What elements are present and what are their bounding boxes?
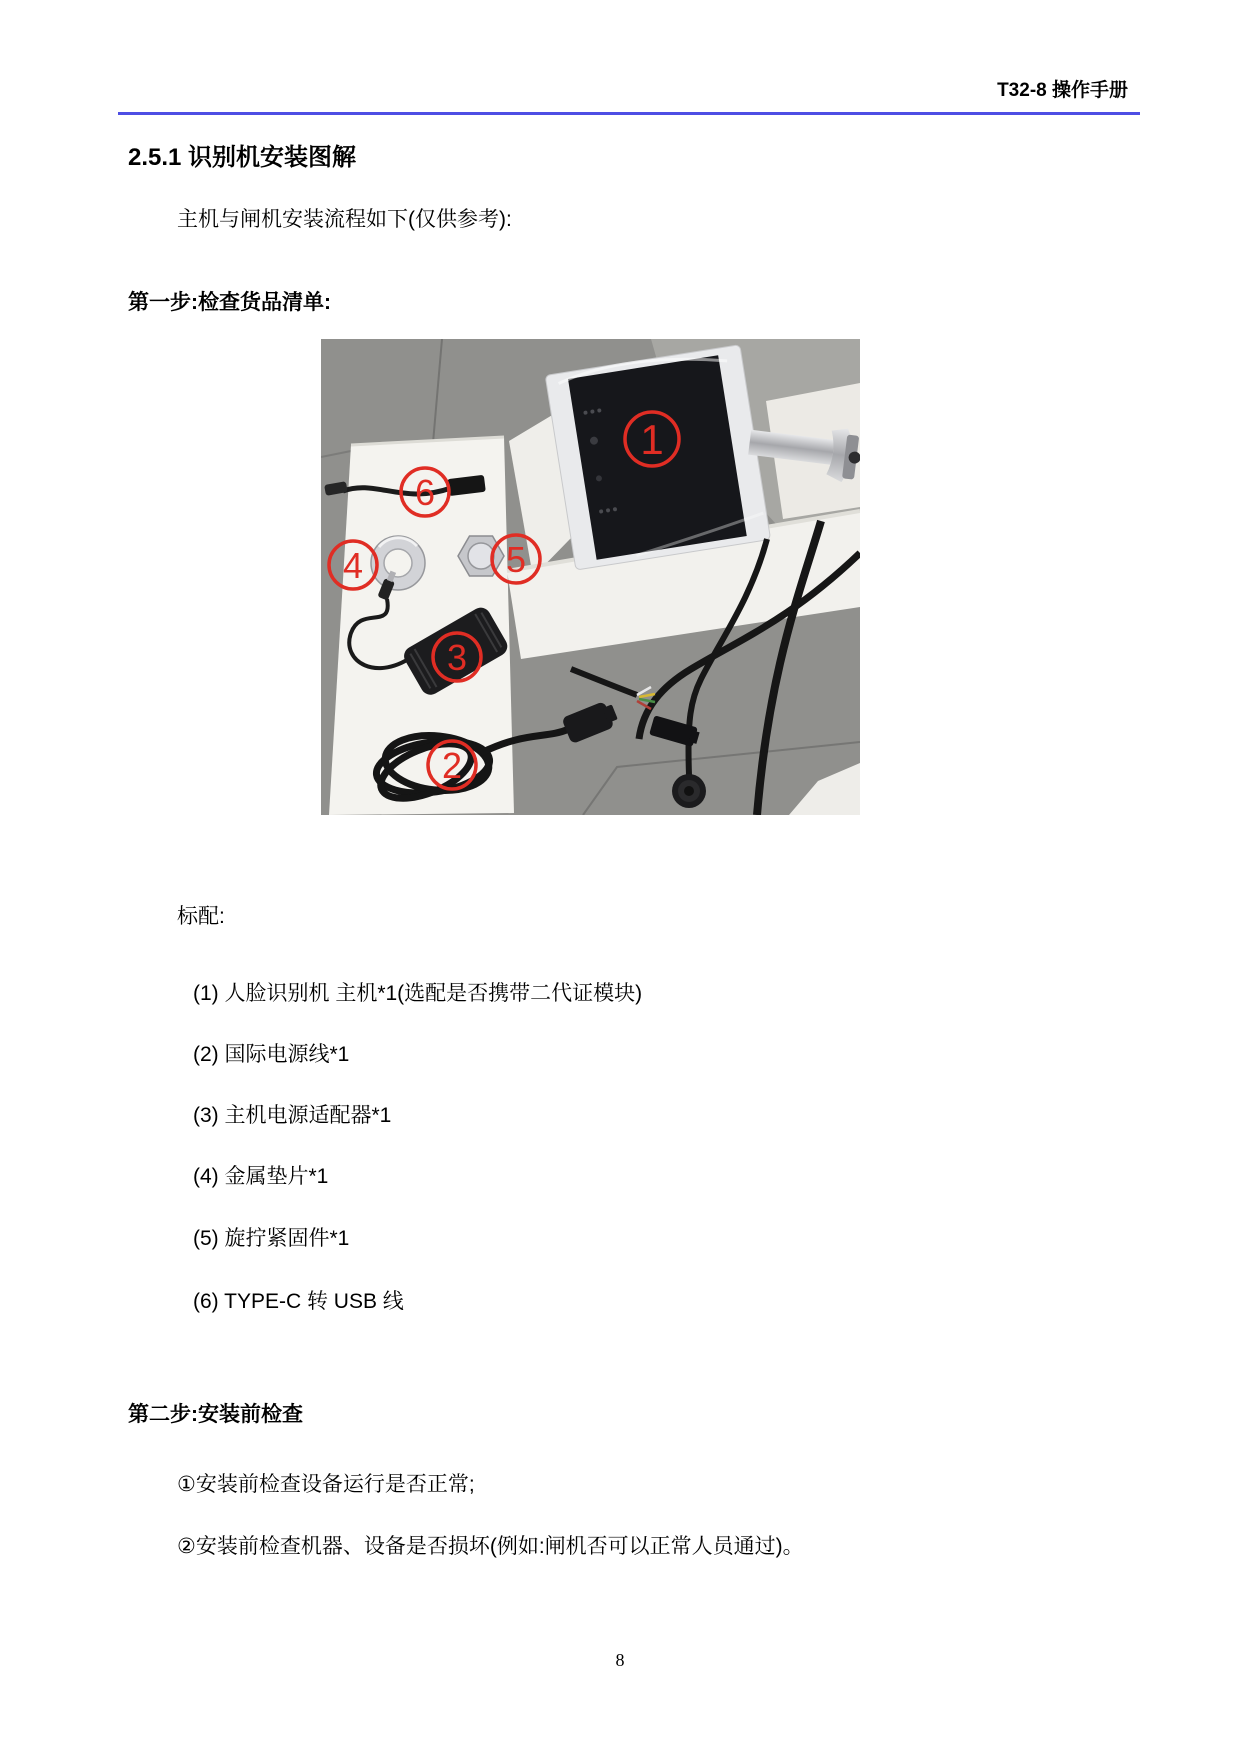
callout-number-6: 6 xyxy=(414,471,436,513)
metal-washer xyxy=(371,536,425,590)
step2-title: 第二步:安装前检查 xyxy=(128,1403,303,1426)
packing-list-item-2: (2) 国际电源线*1 xyxy=(193,1043,350,1066)
packing-list-item-1: (1) 人脸识别机 主机*1(选配是否携带二代证模块) xyxy=(193,982,643,1005)
packing-list-item-4: (4) 金属垫片*1 xyxy=(193,1165,329,1188)
page-number: 8 xyxy=(615,1650,625,1670)
section-title: 2.5.1 识别机安装图解 xyxy=(128,144,357,171)
callout-number-3: 3 xyxy=(446,636,468,678)
callout-number-5: 5 xyxy=(505,538,527,580)
header-title: T32-8 操作手册 xyxy=(997,80,1128,101)
packing-list-item-6: (6) TYPE-C 转 USB 线 xyxy=(193,1290,404,1313)
pre-install-check-2: ②安装前检查机器、设备是否损坏(例如:闸机否可以正常人员通过)。 xyxy=(177,1535,804,1558)
packing-list-item-3: (3) 主机电源适配器*1 xyxy=(193,1104,392,1127)
pre-install-check-1: ①安装前检查设备运行是否正常; xyxy=(177,1473,475,1496)
standard-config-label: 标配: xyxy=(177,905,225,928)
step1-title: 第一步:检查货品清单: xyxy=(128,291,331,314)
header-divider xyxy=(118,112,1140,115)
callout-number-2: 2 xyxy=(441,744,463,786)
callout-number-1: 1 xyxy=(640,416,664,464)
packing-list-item-5: (5) 旋拧紧固件*1 xyxy=(193,1227,350,1250)
intro-paragraph: 主机与闸机安装流程如下(仅供参考): xyxy=(177,208,512,231)
callout-number-4: 4 xyxy=(342,544,364,586)
packing-list-photo xyxy=(321,339,860,815)
